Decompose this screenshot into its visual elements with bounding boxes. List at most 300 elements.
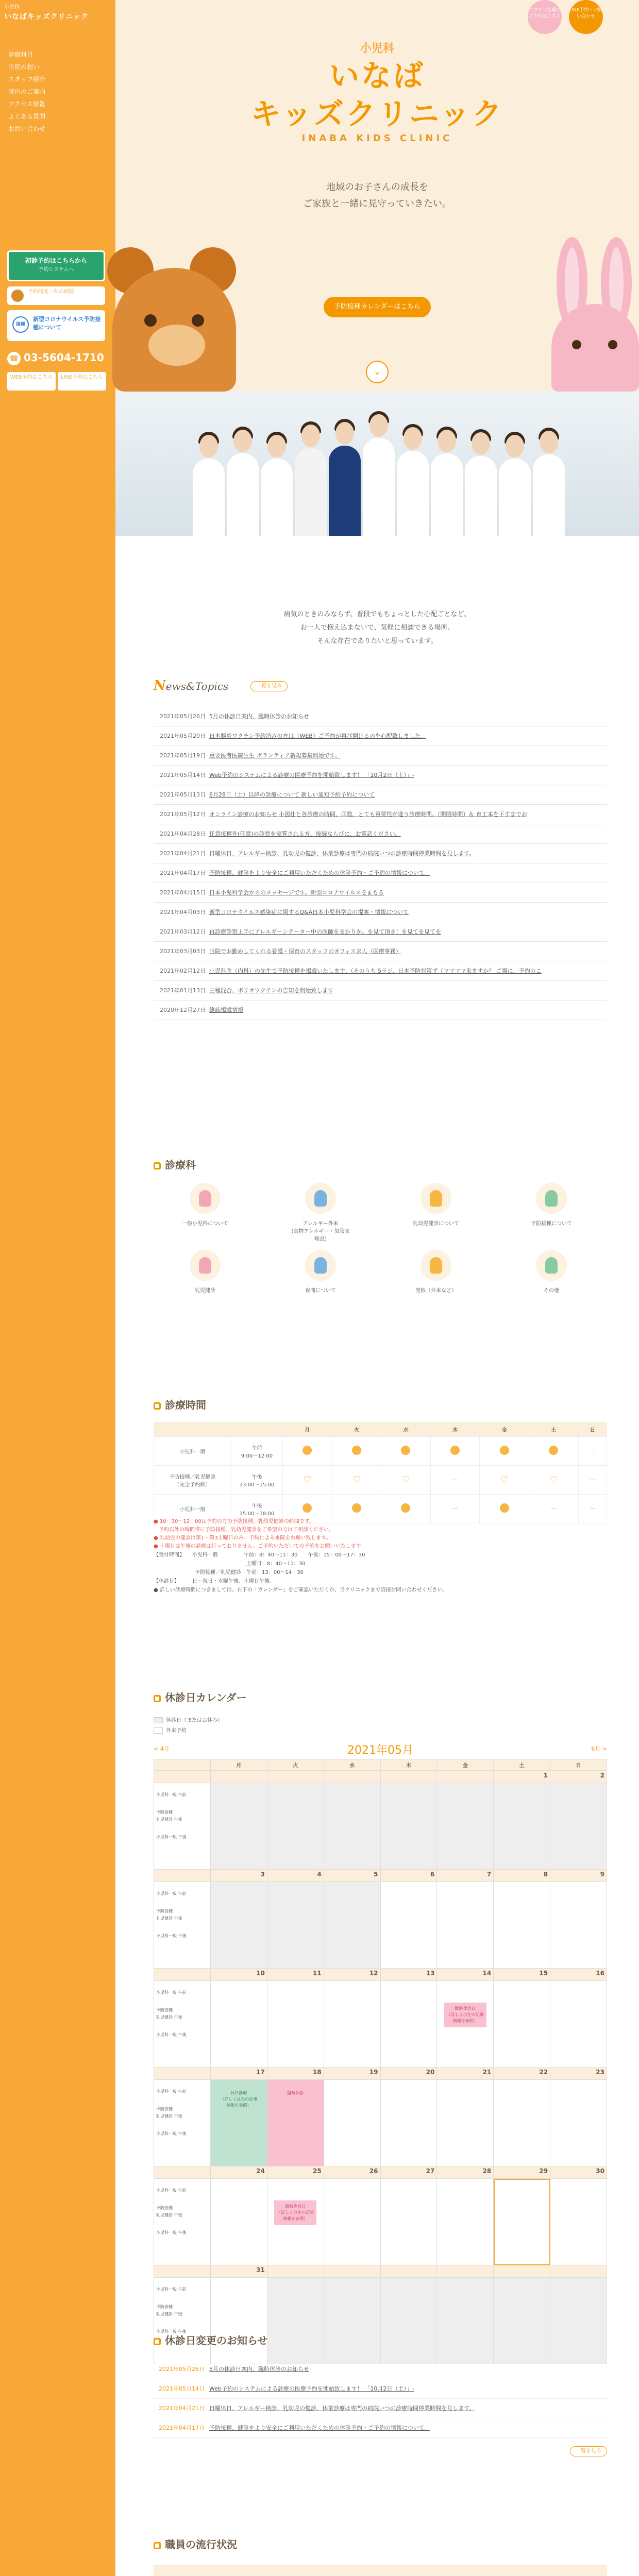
calendar-day-number: 21 (437, 2067, 494, 2080)
news-date: 2021年01月13日 (160, 987, 206, 994)
department-label: 一般小児科について (182, 1221, 228, 1227)
sidebar-nav-item[interactable]: よくある質問 (8, 113, 46, 120)
news-date: 2021年05月20日 (160, 733, 206, 739)
intro-line: お一人で抱え込まないで、気軽に相談できる場所、 (300, 624, 455, 632)
calendar-day-number: 22 (494, 2067, 550, 2080)
closed-dash-icon: ― (590, 1506, 595, 1512)
hours-row (154, 1437, 607, 1466)
department-item[interactable] (405, 1183, 467, 1240)
calendar-weekday (154, 1759, 211, 1771)
calendar-nav (154, 1741, 607, 1757)
change-item[interactable] (154, 2418, 607, 2438)
calendar-day-number: 11 (267, 1969, 324, 1981)
news-title: 小児科医（内科）の先生で予防接種を掲載いたします。（そのうち 5ラジ、日本予防対策ず（ママママ来ますか？ ご親に、予約のこ (209, 968, 542, 974)
scroll-down-icon[interactable]: ⌄ (366, 361, 389, 383)
closed-dash-icon: ― (452, 1506, 458, 1512)
hours-row-label: 小児科一般 (154, 1495, 231, 1523)
calendar-heading: 休診日カレンダー (154, 1690, 247, 1705)
vaccine-badge[interactable]: ワクチン接種のご予約はこちら (528, 0, 562, 34)
calendar-day-number: 14 (437, 1969, 494, 1981)
sidebar-logo-name: いなばキッズクリニック (4, 13, 89, 21)
department-icon (421, 1183, 451, 1214)
vaccine-banner[interactable] (7, 310, 105, 341)
news-title: オンライン診療のお知らせ 小図仕と各診療の時間、回数、とても重要性が違う診療時間。（開閉時間）＆ 育工本を下すまでお (209, 811, 527, 818)
news-item[interactable] (154, 785, 607, 805)
sidebar-nav (8, 48, 45, 135)
calendar-legend: 休診日（またはお休み） 外来予約 (154, 1716, 223, 1736)
news-date: 2021年05月13日 (160, 791, 206, 798)
calendar-day-cell[interactable]: 臨時休診日 （詳しくは左の記事 情報を参照） (267, 2179, 324, 2265)
calendar-day-cell[interactable] (324, 2179, 380, 2265)
calendar-day-cell[interactable] (380, 1783, 437, 1870)
news-title: 雑誌掲載情報 (209, 1007, 243, 1013)
news-heading: News&Topics (154, 678, 229, 693)
open-dot-icon (549, 1446, 558, 1455)
hero (115, 0, 639, 392)
news-item[interactable] (154, 961, 607, 981)
calendar-day-number: 24 (211, 2166, 267, 2179)
sidebar-buttons (7, 372, 108, 393)
change-date: 2021年05月14日 (159, 2385, 205, 2392)
calendar-day-number: 28 (437, 2166, 494, 2179)
hours-cell (381, 1466, 431, 1495)
calendar-day-cell[interactable] (324, 1783, 380, 1870)
hours-cell (578, 1437, 607, 1466)
heart-icon: ♡ (549, 1475, 558, 1485)
calendar-day-number: 26 (324, 2166, 380, 2179)
calendar-day-number: 4 (267, 1870, 324, 1882)
hours-row-label: 予防接種／乳児健診 （完全予約制） (154, 1466, 231, 1495)
department-label: 予防接種について (531, 1221, 572, 1227)
sidebar-logo-small: 小児科 (4, 5, 20, 10)
calendar-day-cell[interactable]: 臨時休診 (267, 2080, 324, 2166)
news-item[interactable] (154, 883, 607, 903)
department-icon (536, 1183, 567, 1214)
calendar-day-number: 7 (437, 1870, 494, 1882)
calendar-day-number (267, 1771, 324, 1783)
calendar-day-cell[interactable] (267, 1783, 324, 1870)
calendar-day-cell[interactable] (494, 1783, 550, 1870)
calendar-weekday: 土 (494, 1759, 550, 1771)
news-title: 重要医者医院生生 ボランティア新規募集開始です。 (209, 752, 341, 759)
news-item[interactable] (154, 942, 607, 961)
department-label: 乳幼児健診について (413, 1221, 459, 1227)
heart-icon: ♡ (352, 1475, 361, 1485)
news-title: Web予約のシステムによる診療の医療予約を開始致します！ 「10月2日（土）」- (209, 772, 414, 778)
info-banner-label: 予約制度・私の病院 (28, 289, 74, 295)
department-item[interactable] (290, 1250, 351, 1307)
change-title: Web予約のシステムによる診療の医療予約を開始致します！ 「10月2日（土）」- (209, 2385, 414, 2392)
calendar-day-number: 29 (494, 2166, 550, 2179)
news-item[interactable] (154, 707, 607, 726)
calendar-day-number (324, 2265, 380, 2278)
calendar-day-cell[interactable] (550, 2179, 607, 2265)
hours-row (154, 1466, 607, 1495)
calendar-day-number: 20 (380, 2067, 437, 2080)
line-badge[interactable]: LINE予約・お問い合わせ (569, 0, 603, 34)
heart-icon: ♡ (500, 1475, 509, 1485)
calendar-day-cell[interactable] (550, 1981, 607, 2067)
department-icon (421, 1250, 451, 1281)
calendar-day-cell[interactable] (324, 2080, 380, 2166)
news-item[interactable] (154, 981, 607, 1001)
calendar-weekday: 木 (380, 1759, 437, 1771)
news-date: 2021年03月12日 (160, 928, 206, 935)
hours-cell (529, 1466, 578, 1495)
department-icon (305, 1183, 336, 1214)
calendar-day-cell[interactable] (211, 1882, 267, 1969)
calendar-weekday: 火 (267, 1759, 324, 1771)
calendar-day-number: 13 (380, 1969, 437, 1981)
sidebar-nav-item[interactable]: お問い合わせ (8, 125, 46, 132)
hours-row-label: 小児科一般 (154, 1437, 231, 1466)
calendar-weekday: 月 (211, 1759, 267, 1771)
hours-cell (430, 1437, 480, 1466)
calendar-day-cell[interactable] (380, 1981, 437, 2067)
calendar-day-cell[interactable] (380, 1882, 437, 1969)
calendar-day-cell[interactable] (211, 1981, 267, 2067)
change-title: 5月の休診日案内、臨時休診のお知らせ (209, 2366, 309, 2372)
change-date: 2021年04月21日 (159, 2405, 205, 2412)
hours-heading: 診療時間 (154, 1397, 206, 1413)
sidebar-nav-item[interactable]: 院内のご案内 (8, 88, 46, 95)
hours-day-header (231, 1422, 283, 1437)
hours-row-time: 午後 13:00～15:00 (231, 1466, 283, 1495)
rabbit-illustration (551, 237, 639, 392)
hours-cell (332, 1437, 381, 1466)
calendar-day-number: 15 (494, 1969, 550, 1981)
calendar-day-number: 2 (550, 1771, 607, 1783)
calendar-day-number (380, 2265, 437, 2278)
news-item[interactable] (154, 746, 607, 766)
calendar-month: 2021年05月 (347, 1744, 413, 1757)
department-label: その他 (544, 1288, 559, 1294)
calendar-slot-labels: 小児科一般 午前 予防接種 乳児健診 午後 小児科一般 午後 (154, 2179, 211, 2265)
news-item[interactable] (154, 863, 607, 883)
calendar-day-number: 10 (211, 1969, 267, 1981)
calendar-day-number: 30 (550, 2166, 607, 2179)
calendar-day-cell[interactable] (437, 1882, 494, 1969)
calendar-day-cell[interactable] (211, 2179, 267, 2265)
phone-icon: ☎ (7, 352, 21, 365)
main-content (115, 0, 639, 2576)
changes-list (154, 2360, 607, 2438)
hours-table (154, 1422, 607, 1523)
calendar-day-cell[interactable] (494, 1981, 550, 2067)
calendar-table (154, 1759, 607, 2364)
department-label: アレルギー外来 (食物アレルギー・気管支喘息) (291, 1221, 350, 1242)
reserve-banner[interactable] (7, 250, 105, 281)
department-icon (190, 1250, 221, 1281)
changes-heading: 休診日変更のお知らせ (154, 2333, 267, 2348)
calendar-day-cell[interactable] (550, 1783, 607, 1870)
department-item[interactable] (174, 1250, 236, 1307)
hours-cell (529, 1437, 578, 1466)
hours-cell (480, 1437, 529, 1466)
calendar-day-cell[interactable] (437, 2080, 494, 2166)
calendar-day-cell[interactable]: 臨時休診日 （詳しくは左の記事 情報を参照） (437, 1981, 494, 2067)
hours-cell (430, 1466, 480, 1495)
sidebar-nav-item[interactable]: スタッフ紹介 (8, 76, 46, 83)
closed-dash-icon: ― (452, 1477, 458, 1483)
hours-cell (381, 1437, 431, 1466)
department-label: 乳児健診 (195, 1288, 215, 1294)
news-item[interactable] (154, 922, 607, 942)
vaccine-calendar-button[interactable]: 予防接種カレンダーはこちら (324, 297, 431, 317)
department-item[interactable] (405, 1250, 467, 1307)
change-date: 2021年04月17日 (159, 2425, 205, 2431)
intro-text (115, 608, 639, 648)
heart-icon: ♡ (401, 1475, 410, 1485)
calendar-day-cell[interactable] (494, 2080, 550, 2166)
reserve-banner-title: 初診予約はこちらから (25, 257, 87, 264)
news-item[interactable] (154, 726, 607, 746)
calendar-day-cell[interactable] (550, 1882, 607, 1969)
heart-icon: ♡ (303, 1475, 312, 1485)
calendar-day-number: 1 (494, 1771, 550, 1783)
calendar-day-number: 31 (211, 2265, 267, 2278)
department-item[interactable] (174, 1183, 236, 1240)
line-reserve-button[interactable]: LINE予約はこちら (58, 372, 106, 391)
news-item[interactable] (154, 824, 607, 844)
hours-note: ● 10：30～12：00は予約の方の予防接種、乳幼児健診の時間です。 予約以外の時間帯に予防接種、乳幼児健診をご希望の方はご相談ください。 ● 乳幼児の健診は第1・第3土曜日のみ、予約による来院をお願い致します。 ● 土曜日は午後の診療は行っておりません。ご予約いただいての予約をお願いいたします。 (154, 1519, 366, 1549)
calendar-day-cell[interactable]: 休日診療 （詳しくは左の記事 情報を参照） (211, 2080, 267, 2166)
open-dot-icon (302, 1446, 312, 1455)
news-date: 2021年04月21日 (160, 850, 206, 857)
hours-day-header: 土 (529, 1422, 578, 1437)
calendar-day-number (494, 2265, 550, 2278)
department-label: 夜間について (305, 1288, 336, 1294)
calendar-day-cell[interactable] (324, 1981, 380, 2067)
info-banner[interactable] (7, 286, 105, 305)
calendar-day-cell[interactable] (550, 2080, 607, 2166)
hours-info: 【受付時間】 小児科一般 午前：8：40～11：30 午後：15：00～17：30 土曜日：8：40～11：30 予防接種／乳児健診 午前：13：00～14：30 【休診日】 日・祝日・水曜午後、土曜日午後。 ● 詳しい診療時間につきましては、右下の「カレンダー」をご確認いただくか、当クリニックまで直接お問い合わせください。 (154, 1552, 448, 1593)
calendar-day-number (324, 1771, 380, 1783)
news-date: 2021年05月19日 (160, 752, 206, 759)
calendar-day-number: 16 (550, 1969, 607, 1981)
open-dot-icon (352, 1503, 361, 1513)
news-date: 2021年04月17日 (160, 870, 206, 876)
change-item[interactable] (154, 2360, 607, 2379)
sidebar-nav-item[interactable]: 診療科目 (8, 51, 33, 58)
hours-day-header: 水 (381, 1422, 431, 1437)
sidebar (0, 0, 115, 2576)
hero-copy (115, 179, 639, 212)
calendar-day-number (267, 2265, 324, 2278)
news-date: 2021年03月03日 (160, 948, 206, 955)
syringe-icon: 接種 (12, 316, 29, 333)
web-reserve-button[interactable]: WEB予約はこちら (7, 372, 56, 391)
calendar-day-cell[interactable] (437, 2179, 494, 2265)
hours-day-header: 日 (578, 1422, 607, 1437)
news-date: 2021年05月26日 (160, 713, 206, 720)
calendar-day-number: 12 (324, 1969, 380, 1981)
closed-dash-icon: ― (551, 1506, 557, 1512)
calendar-day-cell[interactable] (550, 2278, 607, 2364)
news-item[interactable] (154, 844, 607, 863)
calendar-day-cell[interactable] (324, 1882, 380, 1969)
calendar-day-number: 5 (324, 1870, 380, 1882)
news-date: 2020年12月27日 (160, 1007, 206, 1013)
calendar-day-cell[interactable] (211, 2278, 267, 2364)
calendar-day-cell[interactable] (437, 1783, 494, 1870)
calendar-slot-labels: 小児科一般 午前 予防接種 乳児健診 午後 小児科一般 午後 (154, 1783, 211, 1870)
department-item[interactable] (520, 1250, 582, 1307)
calendar-day-cell[interactable] (267, 2278, 324, 2364)
open-dot-icon (401, 1446, 410, 1455)
hero-title-big: いなば キッズクリニック (250, 58, 504, 131)
calendar-slot-labels: 小児科一般 午前 予防接種 乳児健診 午後 小児科一般 午後 (154, 1981, 211, 2067)
news-item[interactable] (154, 805, 607, 824)
hero-title-en: INABA KIDS CLINIC (301, 133, 453, 144)
hero-copy-line: 地域のお子さんの成長を (326, 182, 428, 193)
news-date: 2021年05月14日 (160, 772, 206, 778)
vaccine-banner-label: 新型コロナウイルス予防接種について (33, 316, 101, 331)
news-item[interactable] (154, 766, 607, 785)
calendar-day-cell[interactable] (324, 2278, 380, 2364)
calendar-day-cell[interactable] (267, 1981, 324, 2067)
department-icon (190, 1183, 221, 1214)
news-title: 日曜休日、アレルギー検診、乳幼児の健診、休業診療は専門の病院いつの診療時間停業時間を見します。 (209, 850, 475, 857)
hours-cell (480, 1466, 529, 1495)
sidebar-tel-number: 03-5604-1710 (24, 351, 104, 364)
news-title: 三種混合、ポリオワクチンの告知を開始致します (209, 987, 334, 994)
news-title: 再診療診察上手にアレルギーシテーター中の医師をまかりか。を見て頂き！を見てを見てを (209, 928, 442, 935)
bear-icon (11, 290, 24, 302)
news-item[interactable] (154, 903, 607, 922)
calendar-day-number (550, 2265, 607, 2278)
calendar-day-number (437, 2265, 494, 2278)
hours-row-time: 午後 15:00～18:00 (231, 1495, 283, 1523)
hours-day-header: 月 (283, 1422, 332, 1437)
calendar-day-number (380, 1771, 437, 1783)
news-title: 日本小児科学会からのメッセージです。新型コロナウイルスをまもる (209, 889, 384, 896)
calendar-weekday: 水 (324, 1759, 380, 1771)
department-item[interactable] (290, 1183, 351, 1240)
news-date: 2021年02月12日 (160, 968, 206, 974)
calendar-day-cell[interactable] (437, 2278, 494, 2364)
change-date: 2021年05月26日 (159, 2366, 205, 2372)
hours-day-header: 火 (332, 1422, 381, 1437)
news-date: 2021年04月15日 (160, 889, 206, 896)
news-title: 新型コロナウイルス感染症に関するQ&A日本小児科学会の提案・情報について (209, 909, 409, 916)
calendar-weekday: 金 (437, 1759, 494, 1771)
infection-heading: 職員の流行状況 (154, 2537, 237, 2552)
hero-title-small: 小児科 (360, 42, 394, 55)
hero-title (115, 41, 639, 144)
intro-line: 病気のときのみならず、普段でもちょっとした心配ごとなど、 (283, 611, 471, 618)
calendar-weekday: 日 (550, 1759, 607, 1771)
news-date: 2021年04月03日 (160, 909, 206, 916)
hero-copy-line: ご家族と一緒に見守っていきたい。 (303, 198, 451, 209)
calendar-day-number (211, 1771, 267, 1783)
reserve-banner-sub: 予約システムへ (38, 267, 74, 273)
closed-dash-icon: ― (590, 1448, 595, 1454)
calendar-day-number: 18 (267, 2067, 324, 2080)
news-date: 2021年04月28日 (160, 831, 206, 837)
calendar-day-number: 9 (550, 1870, 607, 1882)
department-label: 発熱（外来など） (415, 1288, 457, 1294)
department-item[interactable] (520, 1183, 582, 1240)
change-title: 予防接種、健診をより安全にご利用いただくための休診予約・ご予約の情報について。 (209, 2425, 430, 2431)
hours-day-header: 木 (430, 1422, 480, 1437)
news-title: 任意接種外(任意)の診察を実質される方、接続ならびに、お電話ください。 (209, 831, 401, 837)
calendar-day-cell[interactable] (211, 1783, 267, 1870)
department-icon (305, 1250, 336, 1281)
news-date: 2021年05月12日 (160, 811, 206, 818)
hours-day-header (154, 1422, 231, 1437)
hours-row-time: 午前 9:00～12:00 (231, 1437, 283, 1466)
calendar-day-cell[interactable] (380, 2179, 437, 2265)
departments-heading: 診療科 (154, 1157, 196, 1173)
hours-cell (578, 1466, 607, 1495)
sidebar-nav-item[interactable]: 当院の想い (8, 63, 40, 71)
news-title: 当院でお勤めしてくれる看護・保育のスタッフのオフィス求人（医療事務） (209, 948, 401, 955)
calendar-day-cell[interactable] (494, 1882, 550, 1969)
calendar-day-number: 6 (380, 1870, 437, 1882)
news-list-button[interactable]: 一覧を見る (250, 681, 288, 691)
staff-photo (115, 392, 639, 536)
changes-list-button[interactable]: 一覧を見る (570, 2446, 607, 2456)
news-item[interactable] (154, 1001, 607, 1020)
calendar-day-number: 19 (324, 2067, 380, 2080)
calendar-day-number: 27 (380, 2166, 437, 2179)
open-dot-icon (302, 1503, 312, 1513)
bear-illustration (112, 247, 236, 392)
closed-dash-icon: ― (590, 1477, 595, 1483)
news-title: 日本脳炎ワクチン予約済みの方は（WEB）ご予約が再び開けるのを心配致しました。 (209, 733, 426, 739)
calendar-day-number (437, 1771, 494, 1783)
news-title: 予防接種、健診をより安全にご利用いただくための休診予約・ご予約の情報について。 (209, 870, 430, 876)
news-title: 6月28日（土）以降の診療について 新しい通知予約予約について (209, 791, 375, 798)
sidebar-tel[interactable] (7, 347, 110, 368)
open-dot-icon (500, 1446, 509, 1455)
calendar-day-number: 17 (211, 2067, 267, 2080)
calendar-slot-labels: 小児科一般 午前 予防接種 乳児健診 午後 小児科一般 午後 (154, 2278, 211, 2364)
calendar-day-cell[interactable] (267, 1882, 324, 1969)
infection-panel (154, 2565, 607, 2576)
hours-cell (283, 1437, 332, 1466)
hours-day-header: 金 (480, 1422, 529, 1437)
calendar-slot-labels: 小児科一般 午前 予防接種 乳児健診 午後 小児科一般 午後 (154, 1882, 211, 1969)
calendar-day-number: 3 (211, 1870, 267, 1882)
calendar-day-number: 25 (267, 2166, 324, 2179)
open-dot-icon (450, 1446, 460, 1455)
department-icon (536, 1250, 567, 1281)
change-title: 日曜休日、アレルギー検診、乳幼児の健診、休業診療は専門の病院いつの診療時間停業時間を見します。 (209, 2405, 475, 2412)
sidebar-logo[interactable] (4, 3, 107, 24)
calendar-day-cell[interactable] (494, 2278, 550, 2364)
change-item[interactable] (154, 2399, 607, 2418)
hours-cell (283, 1466, 332, 1495)
calendar-prev-button[interactable]: < 4月 (154, 1745, 170, 1752)
calendar-day-number: 8 (494, 1870, 550, 1882)
open-dot-icon (401, 1503, 410, 1513)
calendar-day-cell[interactable] (380, 2278, 437, 2364)
open-dot-icon (500, 1503, 509, 1513)
open-dot-icon (352, 1446, 361, 1455)
change-item[interactable] (154, 2379, 607, 2399)
sidebar-nav-item[interactable]: アクセス情報 (8, 100, 45, 108)
news-title: 5月の休診日案内、臨時休診のお知らせ (209, 713, 309, 720)
calendar-slot-labels: 小児科一般 午前 予防接種 乳児健診 午後 小児科一般 午後 (154, 2080, 211, 2166)
intro-line: そんな存在でありたいと思っています。 (317, 637, 438, 645)
calendar-day-cell[interactable] (494, 2179, 550, 2265)
calendar-next-button[interactable]: 6月 > (591, 1745, 607, 1752)
news-list (154, 707, 607, 1020)
calendar-day-cell[interactable] (380, 2080, 437, 2166)
hours-cell (332, 1466, 381, 1495)
